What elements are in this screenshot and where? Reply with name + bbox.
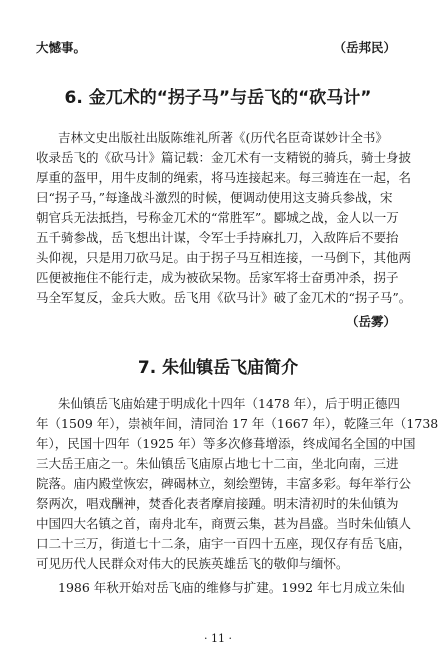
paragraph-line: 朱仙镇岳飞庙始建于明成化十四年（1478 年），后于明正德四 <box>58 396 401 411</box>
paragraph-line: 祭两次，唱戏酬神，焚香化表者摩肩接踵。明末清初时的朱仙镇为 <box>36 496 399 511</box>
previous-section-author: （岳邦民） <box>333 40 396 55</box>
paragraph-line: 中国四大名镇之首，南舟北车，商贾云集，甚为昌盛。当时朱仙镇人 <box>36 516 412 531</box>
section-7-title: 7. 朱仙镇岳飞庙简介 <box>137 358 299 378</box>
paragraph-line: 可见历代人民群众对伟大的民族英雄岳飞的敬仰与缅怀。 <box>36 556 349 571</box>
paragraph-line: 年（1509 年），崇祯年间，清同治 17 年（1667 年），乾隆三年（1738 <box>36 416 438 431</box>
paragraph-line: 年），民国十四年（1925 年）等多次修葺增添，终成闻名全国的中国 <box>36 436 416 451</box>
paragraph-line: 朝官兵无法抵挡，号称金兀术的“常胜军”。郾城之战，金人以一万 <box>36 210 399 225</box>
page-number: · 11 · <box>204 632 232 645</box>
paragraph-line: 1986 年秋开始对岳飞庙的维修与扩建。1992 年七月成立朱仙 <box>58 580 405 595</box>
paragraph-line: 口二十三万，街道七十二条，庙宇一百四十五座，现仅存有岳飞庙， <box>36 536 412 551</box>
paragraph-line: 头仰视，只是用刀砍马足。由于拐子马互相连接，一马倒下，其他两 <box>36 250 412 265</box>
section-6-author: （岳雾） <box>345 314 396 329</box>
paragraph-line: 五千骑参战，岳飞想出计谋，令军士手持麻扎刀，入敌阵后不要抬 <box>36 230 399 245</box>
paragraph-line: 马全军复反，金兵大败。岳飞用《砍马计》破了金兀术的“拐子马”。 <box>36 290 412 305</box>
previous-section-tail: 大憾事。 <box>36 40 87 55</box>
paragraph-line: 匹便被拖住不能行走，成为被砍呆物。岳家军将士奋勇冲杀，拐子 <box>36 270 399 285</box>
paragraph-line: 三大岳王庙之一。朱仙镇岳飞庙原占地七十二亩，坐北向南，三进 <box>36 456 399 471</box>
paragraph-line: 吉林文史出版社出版陈维礼所著《(历代名臣奇谋妙计全书》 <box>58 130 388 145</box>
paragraph-line: 厚重的盔甲，用牛皮制的绳索，将马连接起来。每三骑连在一起，名 <box>36 170 412 185</box>
paragraph-line: 院落。庙内殿堂恢宏，碑碣林立，刻绘塑铸，丰富多彩。每年举行公 <box>36 476 412 491</box>
paragraph-line: 收录岳飞的《砍马计》篇记载：金兀术有一支精锐的骑兵，骑士身披 <box>36 150 412 165</box>
section-6-title: 6. 金兀术的“拐子马”与岳飞的“砍马计” <box>64 88 372 108</box>
paragraph-line: 曰“拐子马，”每逢战斗激烈的时候，便调动使用这支骑兵参战，宋 <box>36 190 393 205</box>
